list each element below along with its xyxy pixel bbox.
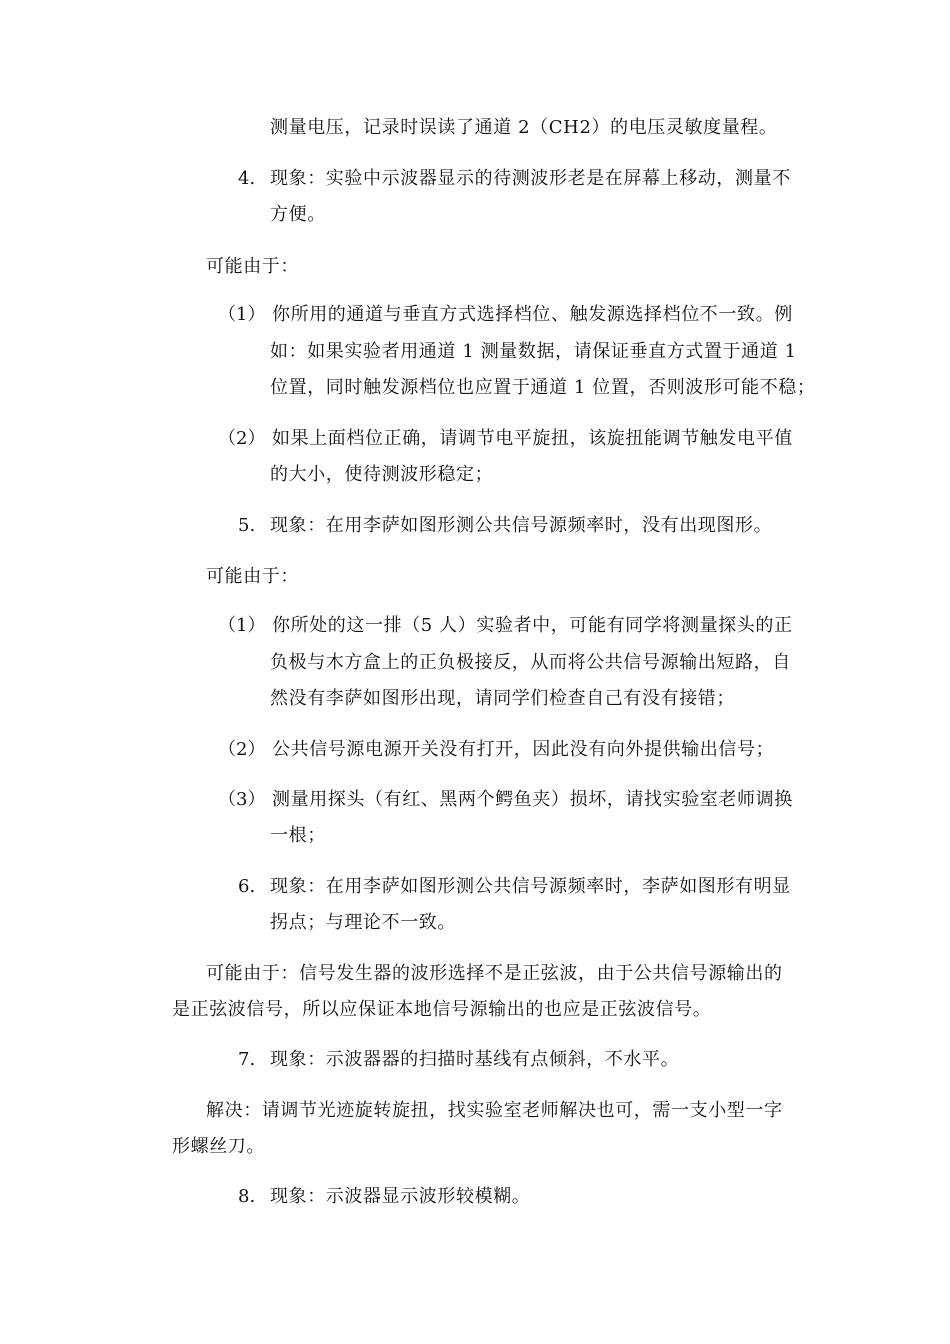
item-7-line-1: 现象：示波器器的扫描时基线有点倾斜，不水平。 [270, 1049, 680, 1070]
item-6-number: 6. [238, 876, 256, 897]
item-7-solution-line-1: 解决：请调节光迹旋转旋扭，找实验室老师解决也可，需一支小型一字 [206, 1100, 783, 1121]
item-5-cause-1-line-2: 负极与木方盒上的正负极接反，从而将公共信号源输出短路，自 [270, 652, 791, 673]
item-7-solution-line-2: 形螺丝刀。 [172, 1136, 265, 1157]
item-5-cause-1-line-1: 你所处的这一排（5 人）实验者中，可能有同学将测量探头的正 [272, 615, 793, 636]
item-4-cause-1-line-2: 如：如果实验者用通道 1 测量数据，请保证垂直方式置于通道 1 [270, 341, 797, 362]
item-4-line-1: 现象：实验中示波器显示的待测波形老是在屏幕上移动，测量不 [270, 168, 791, 189]
item-6-cause-line-2: 是正弦波信号，所以应保证本地信号源输出的也应是正弦波信号。 [172, 999, 712, 1020]
cause-heading-a: 可能由于： [206, 256, 299, 277]
item-4-number: 4. [238, 168, 256, 189]
cause-heading-b: 可能由于： [206, 566, 299, 587]
item-6-line-2: 拐点；与理论不一致。 [270, 912, 456, 933]
item-5-number: 5. [238, 515, 256, 536]
item-5-cause-1-line-3: 然没有李萨如图形出现，请同学们检查自己有没有接错； [270, 688, 735, 709]
item-5-cause-3-number: （3） [218, 789, 266, 810]
item-6-line-1: 现象：在用李萨如图形测公共信号源频率时，李萨如图形有明显 [270, 876, 791, 897]
item-5-line-1: 现象：在用李萨如图形测公共信号源频率时，没有出现图形。 [270, 515, 773, 536]
item-6-cause-line-1: 可能由于：信号发生器的波形选择不是正弦波，由于公共信号源输出的 [206, 963, 783, 984]
item-4-cause-1-line-3: 位置，同时触发源档位也应置于通道 1 位置，否则波形可能不稳； [270, 377, 816, 398]
item-5-cause-3-line-1: 测量用探头（有红、黑两个鳄鱼夹）损坏，请找实验室老师调换 [272, 789, 793, 810]
item-4-cause-1-line-1: 你所用的通道与垂直方式选择档位、触发源选择档位不一致。例 [272, 304, 793, 325]
item-4-cause-2-number: （2） [218, 428, 266, 449]
item-5-cause-2-number: （2） [218, 739, 266, 760]
item-5-cause-3-line-2: 一根； [270, 825, 326, 846]
item-8-line-1: 现象：示波器显示波形较模糊。 [270, 1186, 531, 1207]
item-7-number: 7. [238, 1049, 256, 1070]
item-8-number: 8. [238, 1186, 256, 1207]
item-5-cause-2-line-1: 公共信号源电源开关没有打开，因此没有向外提供输出信号； [272, 739, 775, 760]
item-4-cause-1-number: （1） [218, 304, 266, 325]
continuation-line: 测量电压，记录时误读了通道 2（CH2）的电压灵敏度量程。 [270, 117, 778, 138]
item-5-cause-1-number: （1） [218, 615, 266, 636]
item-4-cause-2-line-1: 如果上面档位正确，请调节电平旋扭，该旋扭能调节触发电平值 [272, 428, 793, 449]
item-4-cause-2-line-2: 的大小，使待测波形稳定； [270, 464, 494, 485]
item-4-line-2: 方便。 [270, 204, 326, 225]
